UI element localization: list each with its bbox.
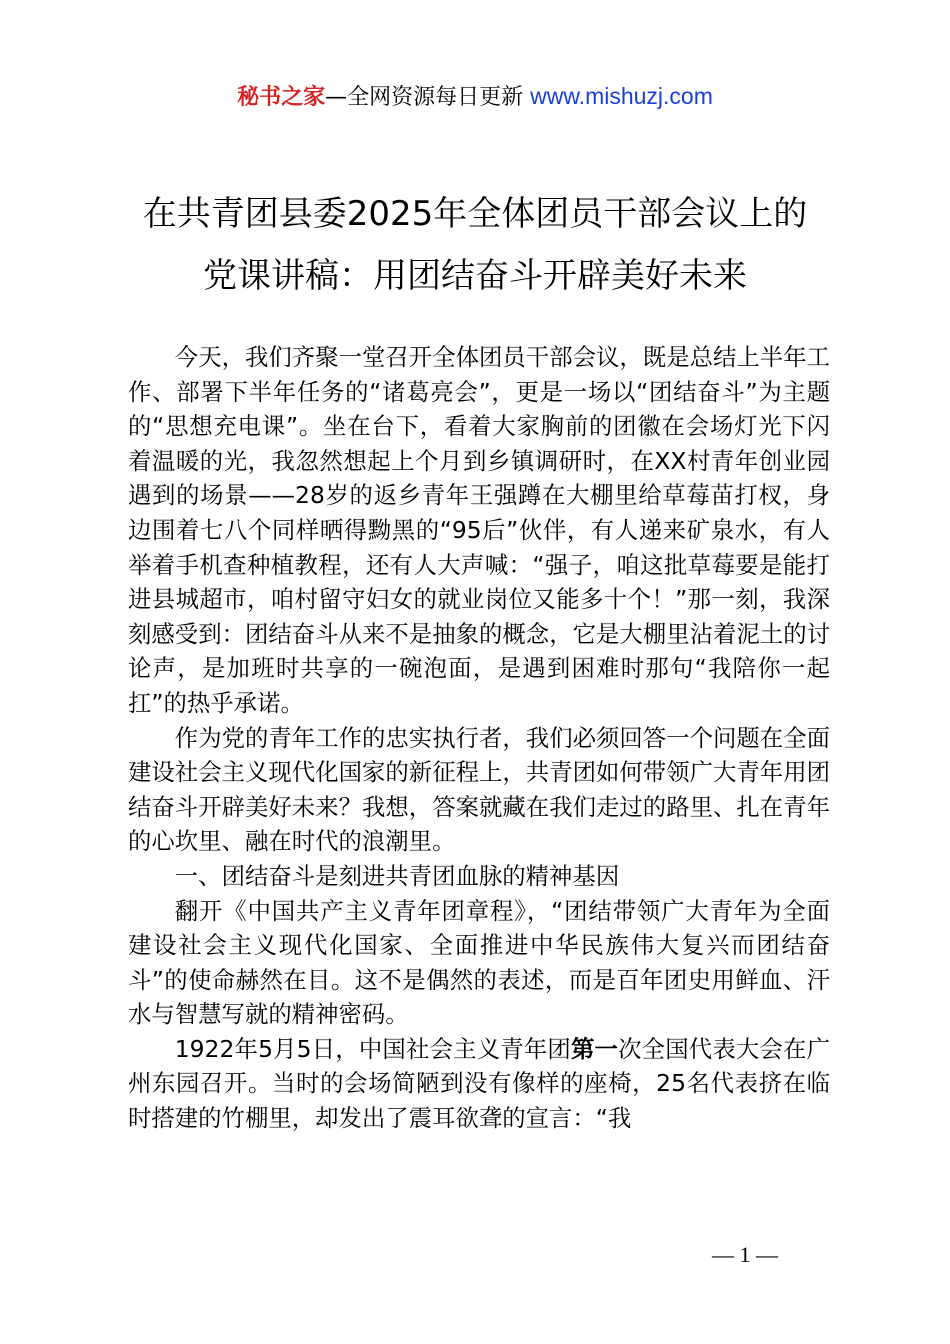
paragraph-charter: 翻开《中国共产主义青年团章程》，“团结带领广大青年为全面建设社会主义现代化国家、全面推进中华民族伟大复兴而团结奋斗”的使命赫然在目。这不是偶然的表述，而是百年团史用鲜血、汗水与智慧写就的精神密码。 [128, 896, 830, 1029]
history-text-start: 1922年5月5日，中国社会主义青年团 [174, 1034, 571, 1063]
section-heading-1: 一、团结奋斗是刻进共青团血脉的精神基因 [174, 861, 620, 890]
site-header [0, 78, 950, 116]
header-tagline: —全网资源每日更新 [325, 85, 524, 110]
history-bold-word: 第一 [570, 1034, 619, 1063]
document-title [60, 183, 890, 307]
site-url-link[interactable]: www.mishuzj.com [530, 83, 713, 109]
document-body [128, 340, 830, 1136]
title-line-2: 党课讲稿：用团结奋斗开辟美好未来 [203, 256, 747, 296]
page-number: — 1 — [712, 1242, 778, 1267]
title-line-1: 在共青团县委2025年全体团员干部会议上的 [142, 194, 808, 234]
paragraph-question: 作为党的青年工作的忠实执行者，我们必须回答一个问题在全面建设社会主义现代化国家的新征程上，共青团如何带领广大青年用团结奋斗开辟美好未来？我想，答案就藏在我们走过的路里、扎在青年的心坎里、融在时代的浪潮里。 [128, 723, 830, 856]
brand-name: 秘书之家 [237, 85, 326, 110]
paragraph-intro: 今天，我们齐聚一堂召开全体团员干部会议，既是总结上半年工作、部署下半年任务的“诸葛亮会”，更是一场以“团结奋斗”为主题的“思想充电课”。坐在台下，看着大家胸前的团徽在会场灯光下闪着温暖的光，我忽然想起上个月到乡镇调研时，在XX村青年创业园遇到的场景——28岁的返乡青年王强蹲在大棚里给草莓苗打杈，身边围着七八个同样晒得黝黑的“95后”伙伴，有人递来矿泉水，有人举着手机查种植教程，还有人大声喊：“强子，咱这批草莓要是能打进县城超市，咱村留守妇女的就业岗位又能多十个！”那一刻，我深刻感受到：团结奋斗从来不是抽象的概念，它是大棚里沾着泥土的讨论声，是加班时共享的一碗泡面，是遇到困难时那句“我陪你一起扛”的热乎承诺。 [128, 343, 830, 717]
history-text-end: 次全国代表大会在广州东园召开。当时的会场简陋到没有像样的座椅，25名代表挤在临时搭建的竹棚里，却发出了震耳欲聋的宣言：“我 [128, 1034, 831, 1133]
paragraph-history [128, 1032, 830, 1136]
